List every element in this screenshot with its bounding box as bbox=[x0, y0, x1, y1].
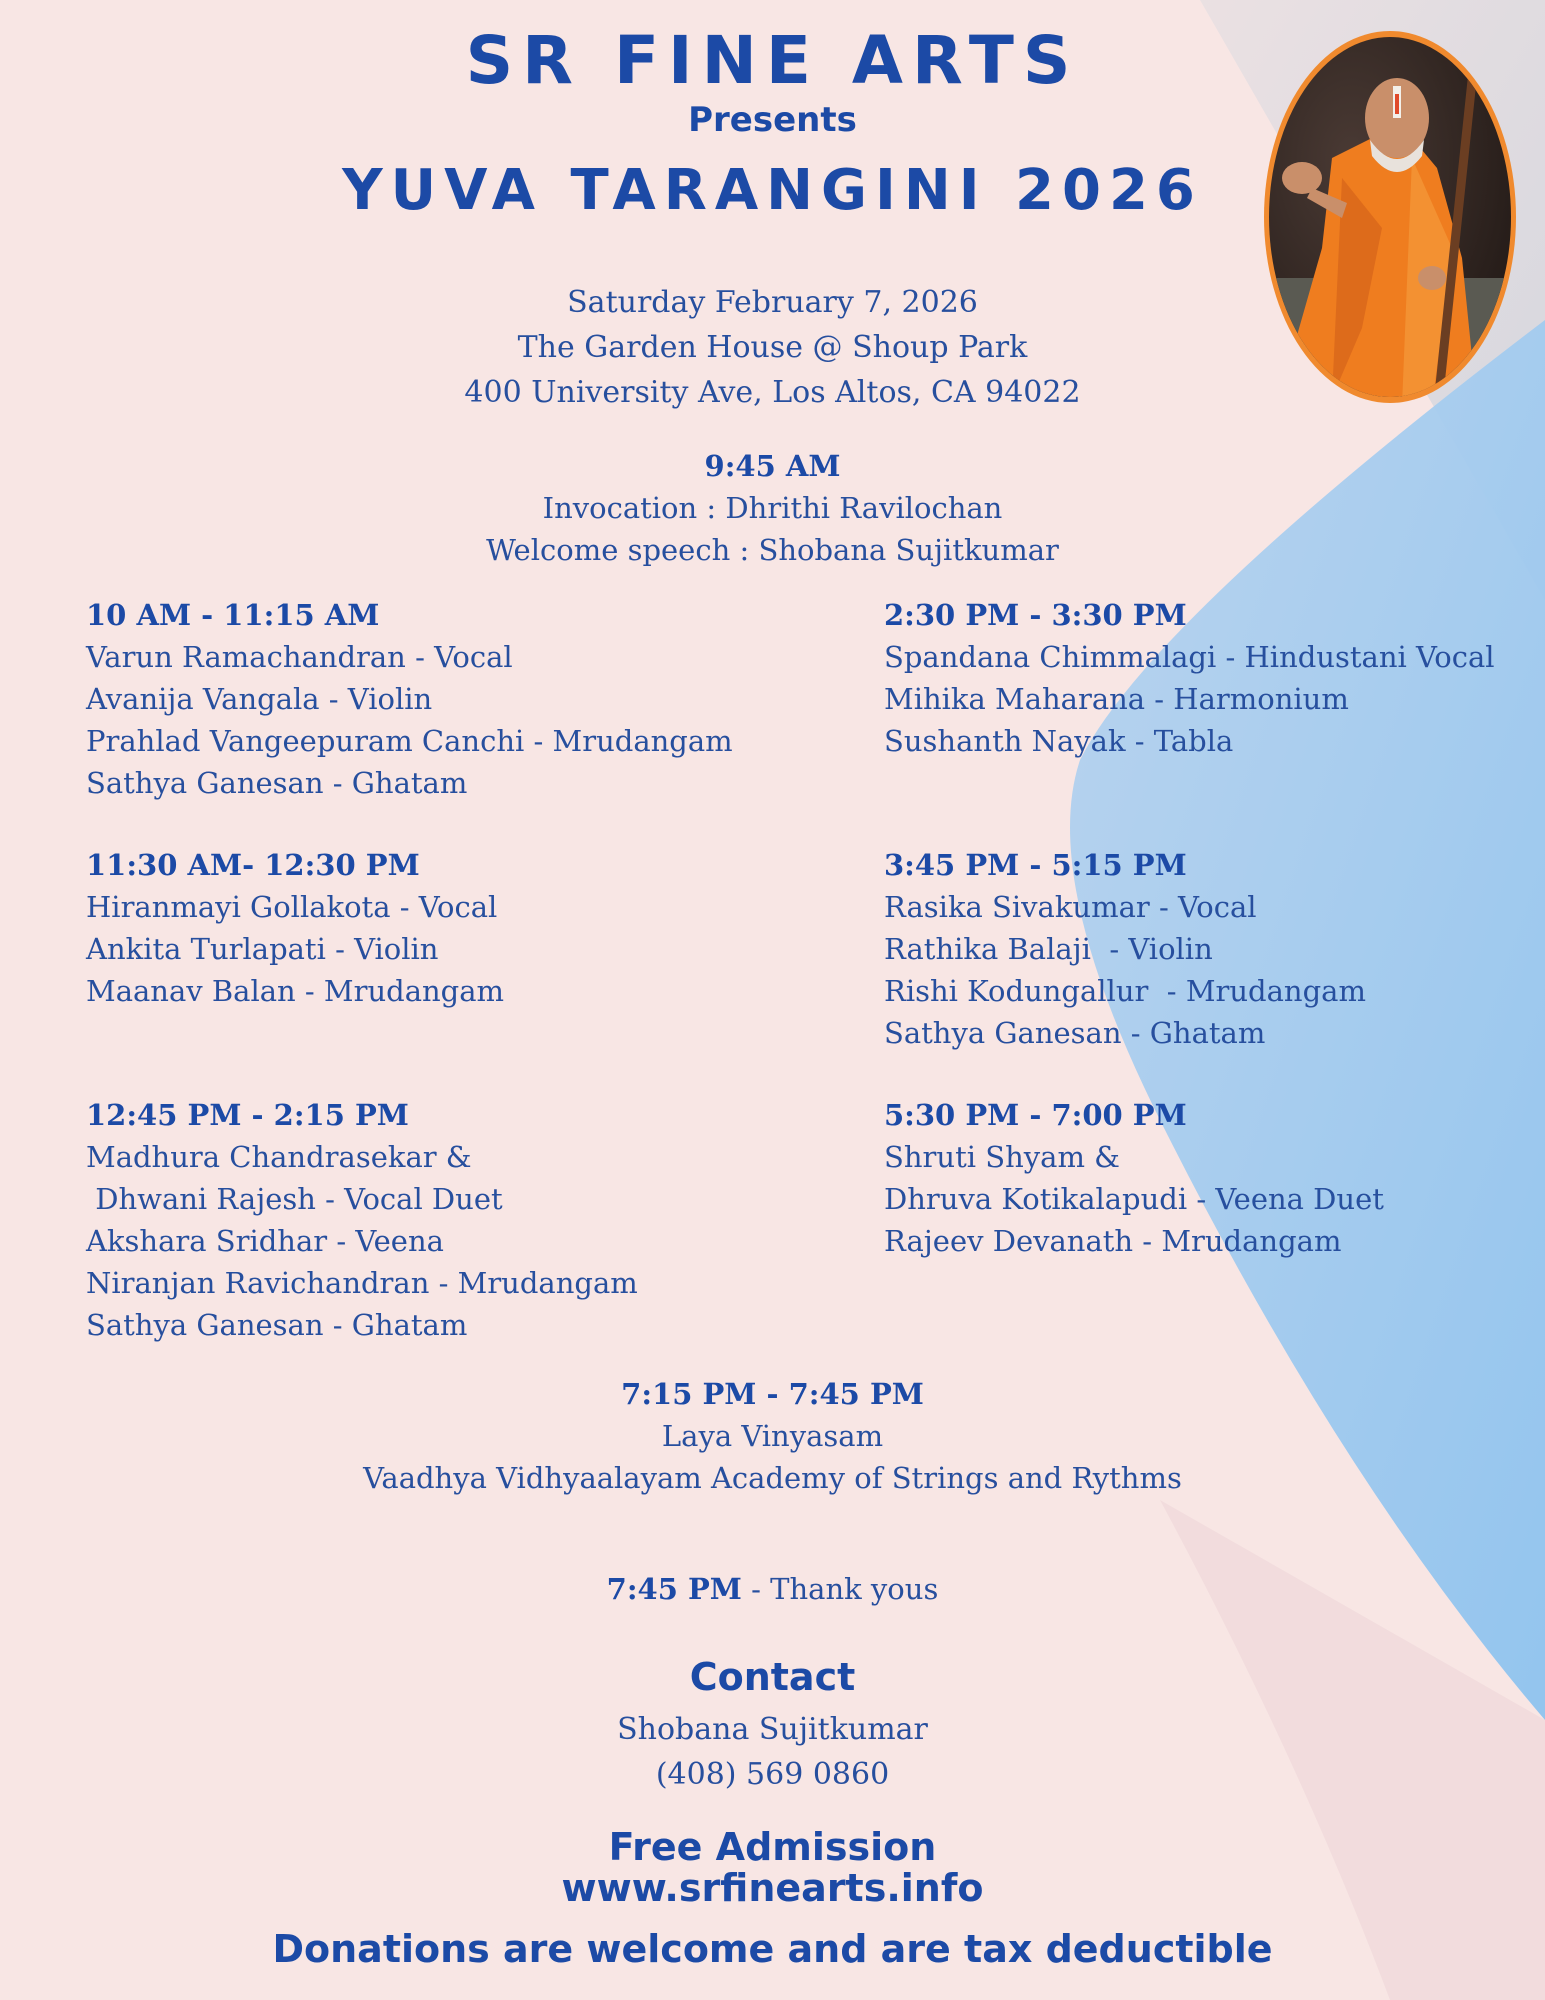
closing-text: - Thank yous bbox=[741, 1572, 939, 1606]
session-time: 12:45 PM - 2:15 PM bbox=[86, 1098, 409, 1132]
performer-line: Rasika Sivakumar - Vocal bbox=[884, 890, 1257, 924]
performer-line: Dhwani Rajesh - Vocal Duet bbox=[86, 1182, 503, 1216]
performer-line: Niranjan Ravichandran - Mrudangam bbox=[86, 1266, 638, 1300]
performer-line: Sathya Ganesan - Ghatam bbox=[86, 766, 468, 800]
session-time: 5:30 PM - 7:00 PM bbox=[884, 1098, 1187, 1132]
session-block bbox=[884, 1094, 1384, 1262]
finale-performer: Vaadhya Vidhyaalayam Academy of Strings and Rythms bbox=[363, 1461, 1182, 1495]
closing-time: 7:45 PM bbox=[606, 1572, 742, 1606]
event-venue: The Garden House @ Shoup Park bbox=[517, 330, 1028, 365]
performer-line: Sushanth Nayak - Tabla bbox=[884, 724, 1234, 758]
opening-block bbox=[0, 445, 1545, 571]
festival-title: YUVA TARANGINI 2026 bbox=[342, 158, 1203, 223]
performer-line: Akshara Sridhar - Veena bbox=[86, 1224, 444, 1258]
contact-details bbox=[0, 1707, 1545, 1797]
event-address: 400 University Ave, Los Altos, CA 94022 bbox=[464, 375, 1081, 410]
session-time: 11:30 AM- 12:30 PM bbox=[86, 848, 420, 882]
contact-phone: (408) 569 0860 bbox=[655, 1757, 890, 1792]
invocation-line: Invocation : Dhrithi Ravilochan bbox=[542, 491, 1003, 525]
performer-line: Rishi Kodungallur - Mrudangam bbox=[884, 974, 1366, 1008]
website-link[interactable]: www.srfinearts.info bbox=[561, 1866, 984, 1910]
welcome-line: Welcome speech : Shobana Sujitkumar bbox=[486, 533, 1059, 567]
event-date: Saturday February 7, 2026 bbox=[567, 285, 978, 320]
performer-line: Madhura Chandrasekar & bbox=[86, 1140, 472, 1174]
session-block bbox=[884, 844, 1366, 1054]
performer-line: Maanav Balan - Mrudangam bbox=[86, 974, 505, 1008]
session-time: 10 AM - 11:15 AM bbox=[86, 598, 380, 632]
finale-block bbox=[0, 1373, 1545, 1499]
performer-line: Spandana Chimmalagi - Hindustani Vocal bbox=[884, 640, 1495, 674]
closing-line bbox=[0, 1568, 1545, 1615]
portrait-photo bbox=[1262, 28, 1518, 406]
finale-title: Laya Vinyasam bbox=[661, 1419, 884, 1453]
performer-line: Ankita Turlapati - Violin bbox=[86, 932, 439, 966]
donations-note: Donations are welcome and are tax deductible bbox=[272, 1927, 1273, 1971]
performer-line: Sathya Ganesan - Ghatam bbox=[884, 1016, 1266, 1050]
finale-time: 7:15 PM - 7:45 PM bbox=[621, 1377, 924, 1411]
performer-line: Shruti Shyam & bbox=[884, 1140, 1120, 1174]
contact-heading: Contact bbox=[689, 1655, 856, 1699]
contact-name: Shobana Sujitkumar bbox=[617, 1712, 928, 1747]
session-time: 2:30 PM - 3:30 PM bbox=[884, 598, 1187, 632]
performer-line: Rathika Balaji - Violin bbox=[884, 932, 1213, 966]
performer-line: Mihika Maharana - Harmonium bbox=[884, 682, 1349, 716]
performer-line: Rajeev Devanath - Mrudangam bbox=[884, 1224, 1342, 1258]
performer-line: Sathya Ganesan - Ghatam bbox=[86, 1308, 468, 1342]
presents-label: Presents bbox=[688, 100, 857, 140]
performer-line: Varun Ramachandran - Vocal bbox=[86, 640, 513, 674]
session-block bbox=[86, 594, 733, 804]
opening-time: 9:45 AM bbox=[704, 449, 841, 483]
organization-title: SR FINE ARTS bbox=[465, 22, 1080, 99]
session-block bbox=[86, 1094, 638, 1346]
admission-text: Free Admission bbox=[608, 1825, 937, 1869]
performer-line: Hiranmayi Gollakota - Vocal bbox=[86, 890, 498, 924]
session-time: 3:45 PM - 5:15 PM bbox=[884, 848, 1187, 882]
performer-line: Prahlad Vangeepuram Canchi - Mrudangam bbox=[86, 724, 733, 758]
performer-line: Avanija Vangala - Violin bbox=[86, 682, 433, 716]
session-block bbox=[884, 594, 1495, 762]
performer-line: Dhruva Kotikalapudi - Veena Duet bbox=[884, 1182, 1384, 1216]
session-block bbox=[86, 844, 504, 1012]
